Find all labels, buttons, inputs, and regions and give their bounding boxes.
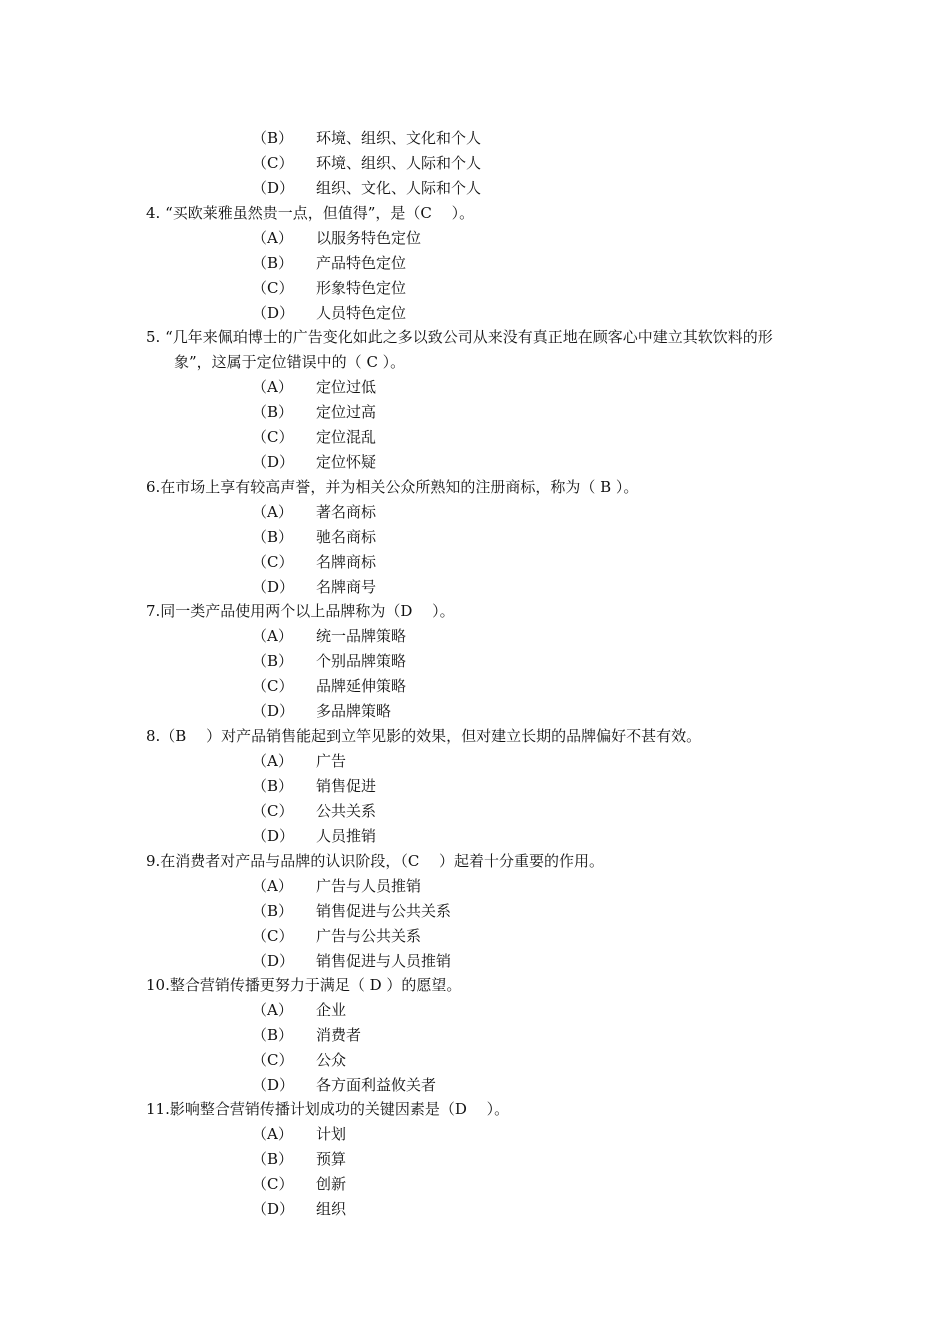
option-text: 定位混乱: [316, 428, 377, 446]
option-text: 著名商标: [316, 503, 377, 521]
option-text: 个别品牌策略: [316, 652, 407, 670]
question-stem: 11.影响整合营销传播计划成功的关键因素是（D ）。: [146, 1100, 510, 1118]
option-letter: （B）: [252, 902, 294, 920]
option-text: 产品特色定位: [316, 254, 407, 272]
option-row: [252, 825, 752, 847]
option-text: 企业: [316, 1001, 347, 1019]
option-text: 名牌商号: [316, 578, 377, 596]
option-row: [252, 127, 752, 149]
question-stem: 6.在市场上享有较高声誉，并为相关公众所熟知的注册商标，称为（ B ）。: [146, 478, 639, 496]
option-text: 定位过高: [316, 403, 377, 421]
option-letter: （D）: [252, 179, 295, 197]
option-row: [252, 277, 752, 299]
option-letter: （A）: [252, 378, 293, 396]
option-text: 创新: [316, 1175, 347, 1193]
option-text: 广告: [316, 752, 347, 770]
option-letter: （C）: [252, 154, 294, 172]
option-letter: （C）: [252, 677, 294, 695]
option-letter: （A）: [252, 627, 293, 645]
option-row: [252, 900, 752, 922]
option-letter: （B）: [252, 528, 294, 546]
option-row: [252, 576, 752, 598]
option-row: [252, 650, 752, 672]
option-letter: （D）: [252, 304, 295, 322]
question-stem-continuation: 象”，这属于定位错误中的（ C ）。: [174, 353, 406, 371]
option-letter: （C）: [252, 428, 294, 446]
question-stem: [146, 326, 773, 373]
option-text: 公众: [316, 1051, 347, 1069]
option-letter: （B）: [252, 403, 294, 421]
option-text: 消费者: [316, 1026, 362, 1044]
question-stem: 10.整合营销传播更努力于满足（ D ）的愿望。: [146, 976, 462, 994]
option-row: [252, 925, 752, 947]
option-row: [252, 426, 752, 448]
option-letter: （D）: [252, 578, 295, 596]
option-letter: （B）: [252, 254, 294, 272]
option-row: [252, 675, 752, 697]
option-letter: （D）: [252, 827, 295, 845]
option-letter: （D）: [252, 1076, 295, 1094]
option-row: [252, 1148, 752, 1170]
option-letter: （B）: [252, 129, 294, 147]
option-text: 广告与公共关系: [316, 927, 422, 945]
option-letter: （C）: [252, 279, 294, 297]
option-text: 预算: [316, 1150, 347, 1168]
option-text: 多品牌策略: [316, 702, 392, 720]
option-row: [252, 999, 752, 1021]
question-stem: 8.（B ）对产品销售能起到立竿见影的效果，但对建立长期的品牌偏好不甚有效。: [146, 727, 702, 745]
option-text: 以服务特色定位: [316, 229, 422, 247]
option-row: [252, 1173, 752, 1195]
option-letter: （C）: [252, 802, 294, 820]
option-text: 组织: [316, 1200, 347, 1218]
option-letter: （B）: [252, 777, 294, 795]
option-letter: （A）: [252, 877, 293, 895]
option-text: 环境、组织、人际和个人: [316, 154, 482, 172]
option-row: [252, 227, 752, 249]
option-text: 名牌商标: [316, 553, 377, 571]
option-row: [252, 625, 752, 647]
option-letter: （C）: [252, 1051, 294, 1069]
option-text: 统一品牌策略: [316, 627, 407, 645]
option-letter: （B）: [252, 652, 294, 670]
option-letter: （C）: [252, 927, 294, 945]
option-row: [252, 302, 752, 324]
option-row: [252, 875, 752, 897]
option-row: [252, 252, 752, 274]
option-letter: （D）: [252, 952, 295, 970]
option-text: 定位怀疑: [316, 453, 377, 471]
option-row: [252, 1024, 752, 1046]
option-text: 广告与人员推销: [316, 877, 422, 895]
option-text: 环境、组织、文化和个人: [316, 129, 482, 147]
option-text: 各方面利益攸关者: [316, 1076, 437, 1094]
option-row: [252, 1198, 752, 1220]
option-letter: （A）: [252, 503, 293, 521]
option-row: [252, 401, 752, 423]
option-text: 组织、文化、人际和个人: [316, 179, 482, 197]
option-row: [252, 501, 752, 523]
option-letter: （D）: [252, 1200, 295, 1218]
option-text: 品牌延伸策略: [316, 677, 407, 695]
option-row: [252, 1123, 752, 1145]
option-row: [252, 750, 752, 772]
option-row: [252, 775, 752, 797]
option-text: 公共关系: [316, 802, 377, 820]
option-row: [252, 551, 752, 573]
option-letter: （A）: [252, 1001, 293, 1019]
option-letter: （B）: [252, 1150, 294, 1168]
option-letter: （A）: [252, 229, 293, 247]
option-row: [252, 1074, 752, 1096]
option-text: 形象特色定位: [316, 279, 407, 297]
option-row: [252, 526, 752, 548]
option-letter: （A）: [252, 752, 293, 770]
option-text: 驰名商标: [316, 528, 377, 546]
option-row: [252, 451, 752, 473]
option-text: 销售促进: [316, 777, 377, 795]
question-stem: 4. “买欧莱雅虽然贵一点，但值得”，是（C ）。: [146, 204, 475, 222]
question-stem: 7.同一类产品使用两个以上品牌称为（D ）。: [146, 602, 455, 620]
option-letter: （D）: [252, 453, 295, 471]
option-letter: （B）: [252, 1026, 294, 1044]
option-row: [252, 177, 752, 199]
option-text: 销售促进与公共关系: [316, 902, 452, 920]
option-letter: （C）: [252, 1175, 294, 1193]
option-row: [252, 152, 752, 174]
option-letter: （A）: [252, 1125, 293, 1143]
question-stem: 9.在消费者对产品与品牌的认识阶段，（C ）起着十分重要的作用。: [146, 852, 605, 870]
option-letter: （C）: [252, 553, 294, 571]
option-text: 销售促进与人员推销: [316, 952, 452, 970]
option-row: [252, 376, 752, 398]
option-row: [252, 700, 752, 722]
question-stem-line: 5. “几年来佩珀博士的广告变化如此之多以致公司从来没有真正地在顾客心中建立其软饮料的形: [146, 328, 773, 346]
option-text: 计划: [316, 1125, 347, 1143]
option-text: 定位过低: [316, 378, 377, 396]
option-text: 人员特色定位: [316, 304, 407, 322]
option-row: [252, 1049, 752, 1071]
option-row: [252, 800, 752, 822]
option-letter: （D）: [252, 702, 295, 720]
option-text: 人员推销: [316, 827, 377, 845]
option-row: [252, 950, 752, 972]
